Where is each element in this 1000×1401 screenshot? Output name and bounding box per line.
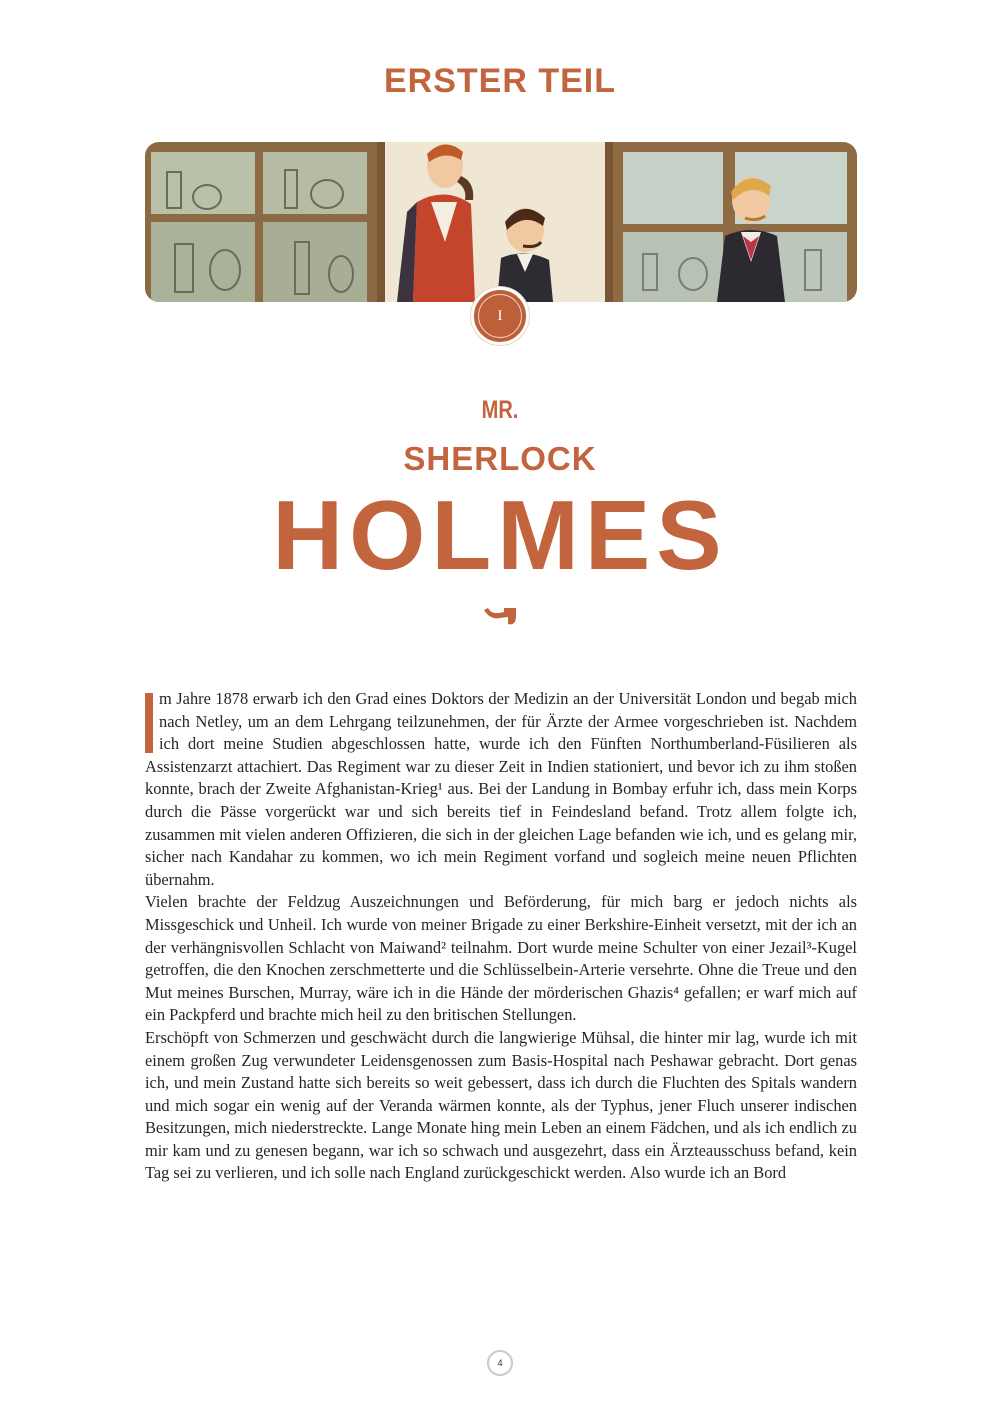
- paragraph-text: m Jahre 1878 erwarb ich den Grad eines Doktors der Medizin an der Universität London und begab mich nach Netley, um an dem Lehrgang teilzunehmen, der für Ärzte der Armee vorgeschrieben ist. Nachdem ich dort meine Studien abgeschlossen hatte, wurde ich den Fünften Northumberland-Füsilieren als Assistenzarzt attachiert. Das Regiment war zu dieser Zeit in Indien stationiert, und bevor ich zu ihm stoßen konnte, brach der Zweite Afghanistan-Krieg¹ aus. Bei der Landung in Bombay erfuhr ich, dass mein Korps durch die Pässe vorgerückt war und sich bereits tief in Feindesland befand. Trotz allem folgte ich, zusammen mit vielen anderen Offizieren, die sich in der gleichen Lage befanden wie ich, und es gelang mir, sicher nach Kandahar zu kommen, wo ich mein Regiment vorfand und sogleich meine neuen Pflichten übernahm.: [145, 689, 857, 889]
- chapter-title-holmes: HOLMES: [272, 480, 728, 590]
- chapter-title-sherlock: SHERLOCK: [403, 440, 597, 477]
- paragraph: Erschöpft von Schmerzen und geschwächt durch die langwierige Mühsal, die hinter mir lag, wurde ich mit einem großen Zug verwundeter Leidensgenossen zum Basis-Hospital nach Peshawar gebracht. Dort genas ich, und mein Zustand hatte sich bereits so weit gebessert, dass ich durch die Fluchten des Spitals wandern und mich sogar ein wenig auf der Veranda wärmen konnte, als der Typhus, jener Fluch unserer indischen Besitzungen, mich niederstreckte. Lange Monate hing mein Leben an einem Fädchen, und als ich endlich zu mir kam und zu genesen begann, war ich so schwach und ausgezehrt, dass ein Ärzteausschuss befand, kein Tag sei zu verlieren, und ich solle nach England zurückgeschickt werden. Also wurde ich an Bord: [145, 1027, 857, 1183]
- paragraph: Vielen brachte der Feldzug Auszeichnungen und Beförderung, für mich barg er jedoch nichts als Missgeschick und Unheil. Ich wurde von meiner Brigade zu einer Berkshire-Einheit versetzt, mit der ich an der verhängnisvollen Schlacht von Maiwand² teilnahm. Dort wurde meine Schulter von einer Jezail³-Kugel getroffen, die den Knochen zerschmetterte und die Schlüsselbein-Arterie versehrte. Ohne die Treue und den Mut meines Burschen, Murray, wäre ich in die Hände der mörderischen Ghazis⁴ gefallen; er warf mich auf ein Packpferd und brachte mich heil zu den britischen Stellungen.: [145, 892, 857, 1025]
- chapter-title-mr: MR.: [481, 396, 519, 424]
- part-title: ERSTER TEIL: [383, 62, 617, 100]
- chapter-illustration: [145, 142, 857, 302]
- drop-cap: [145, 693, 153, 753]
- page-number: 4: [487, 1350, 513, 1376]
- chapter-body: [145, 688, 857, 1185]
- chapter-number: I: [497, 307, 503, 324]
- pipe-icon: [482, 602, 518, 628]
- chapter-number-badge: [471, 287, 529, 345]
- paragraph: [145, 688, 857, 891]
